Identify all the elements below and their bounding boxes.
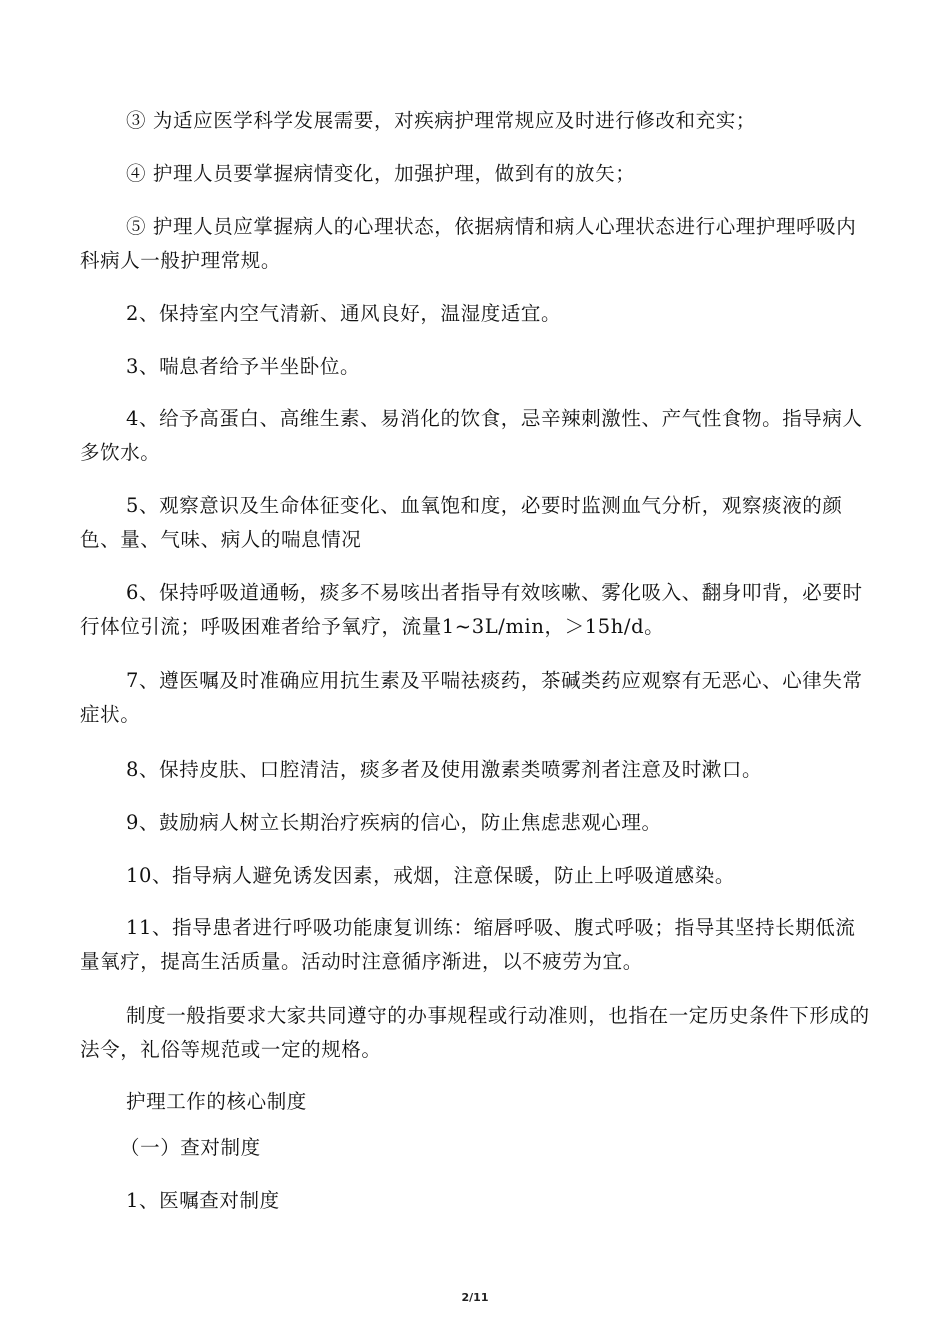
section-heading: 护理工作的核心制度 bbox=[126, 1090, 307, 1113]
subsection-item: 1、医嘱查对制度 bbox=[126, 1189, 280, 1212]
paragraph-item-4: ④ 护理人员要掌握病情变化，加强护理，做到有的放矢； bbox=[126, 162, 636, 185]
definition-paragraph: 制度一般指要求大家共同遵守的办事规程或行动准则，也指在一定历史条件下形成的法令，礼俗等规范或一定的规格。 bbox=[80, 1004, 870, 1061]
paragraph-item-3: ③ 为适应医学科学发展需要，对疾病护理常规应及时进行修改和充实； bbox=[126, 109, 756, 132]
paragraph-6: 6、保持呼吸道通畅，痰多不易咳出者指导有效咳嗽、雾化吸入、翻身叩背，必要时行体位引流；呼吸困难者给予氧疗，流量1~3L/min，＞15h/d。 bbox=[80, 581, 863, 638]
paragraph-10: 10、指导病人避免诱发因素，戒烟，注意保暖，防止上呼吸道感染。 bbox=[126, 864, 735, 887]
paragraph-3: 3、喘息者给予半坐卧位。 bbox=[126, 355, 361, 378]
paragraph-8: 8、保持皮肤、口腔清洁，痰多者及使用激素类喷雾剂者注意及时漱口。 bbox=[126, 758, 763, 781]
paragraph-5: 5、观察意识及生命体征变化、血氧饱和度，必要时监测血气分析，观察痰液的颜色、量、气味、病人的喘息情况 bbox=[80, 494, 843, 551]
page-number: 2/11 bbox=[461, 1291, 489, 1304]
paragraph-7: 7、遵医嘱及时准确应用抗生素及平喘祛痰药，茶碱类药应观察有无恶心、心律失常症状。 bbox=[80, 669, 863, 726]
paragraph-9: 9、鼓励病人树立长期治疗疾病的信心，防止焦虑悲观心理。 bbox=[126, 811, 662, 834]
subsection-heading: （一）查对制度 bbox=[120, 1136, 261, 1159]
paragraph-item-5: ⑤ 护理人员应掌握病人的心理状态，依据病情和病人心理状态进行心理护理呼吸内科病人一般护理常规。 bbox=[80, 215, 857, 272]
paragraph-4: 4、给予高蛋白、高维生素、易消化的饮食，忌辛辣刺激性、产气性食物。指导病人多饮水。 bbox=[80, 407, 863, 464]
paragraph-11: 11、指导患者进行呼吸功能康复训练：缩唇呼吸、腹式呼吸；指导其坚持长期低流量氧疗，提高生活质量。活动时注意循序渐进，以不疲劳为宜。 bbox=[80, 916, 856, 973]
paragraph-2: 2、保持室内空气清新、通风良好，温湿度适宜。 bbox=[126, 302, 562, 325]
